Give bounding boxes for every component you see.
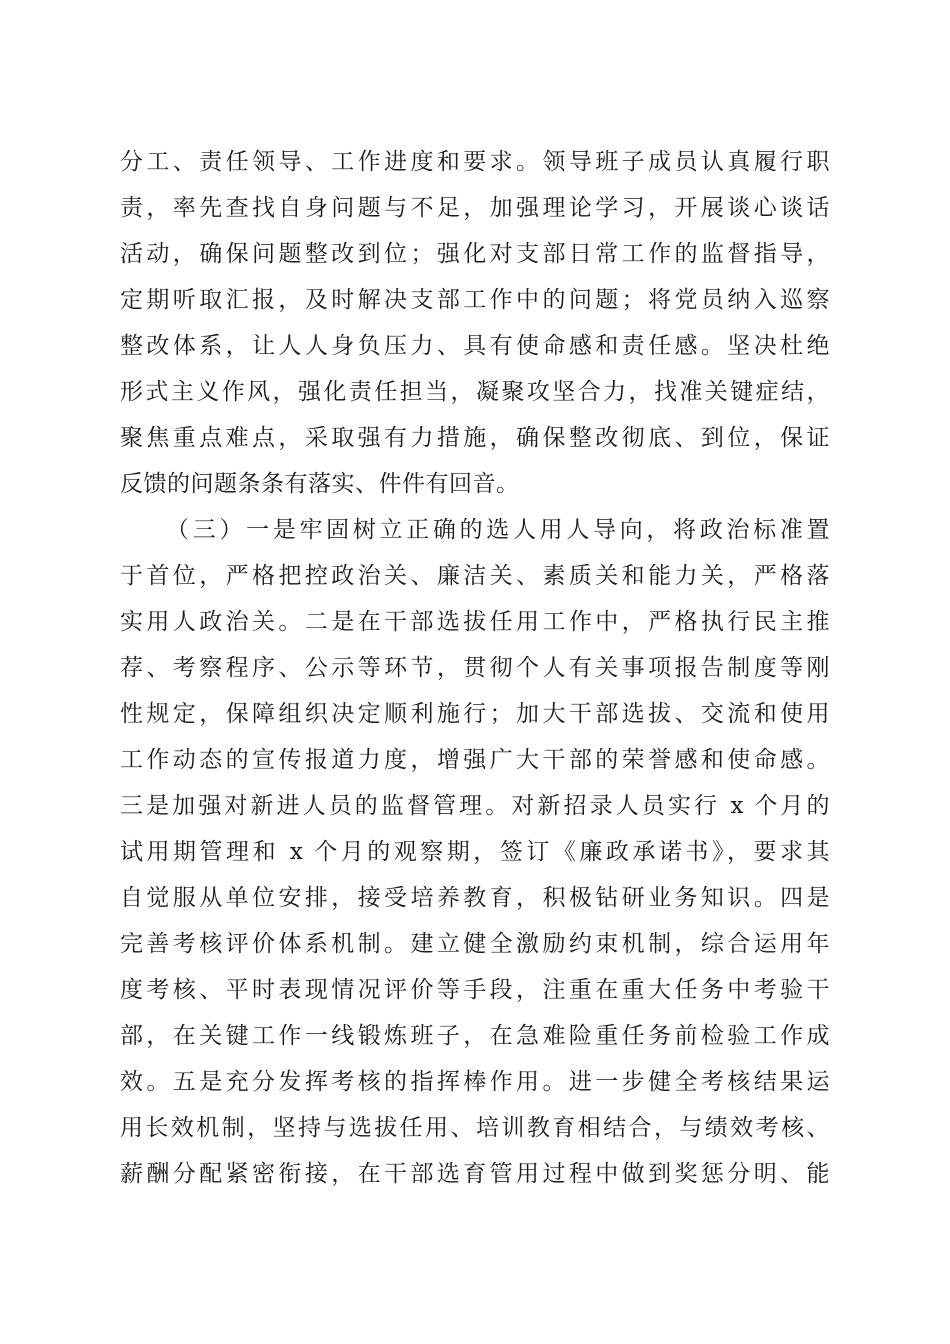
text-line-17: 自觉服从单位安排，接受培养教育，积极钻研业务知识。四是 [120, 885, 830, 911]
text-line-7: 聚焦重点难点，采取强有力措施，确保整改彻底、到位，保证 [120, 425, 830, 451]
text-line-21: 效。五是充分发挥考核的指挥棒作用。进一步健全考核结果运 [120, 1069, 830, 1095]
text-line-3: 活动，确保问题整改到位；强化对支部日常工作的监督指导， [120, 241, 830, 267]
text-line-1: 分工、责任领导、工作进度和要求。领导班子成员认真履行职 [120, 149, 830, 175]
text-line-8: 反馈的问题条条有落实、件件有回音。 [120, 471, 520, 497]
text-line-12: 荐、考察程序、公示等环节，贯彻个人有关事项报告制度等刚 [120, 655, 830, 681]
text-line-2: 责，率先查找自身问题与不足，加强理论学习，开展谈心谈话 [120, 195, 830, 221]
text-line-15: 三是加强对新进人员的监督管理。对新招录人员实行 x 个月的 [120, 793, 830, 819]
text-line-22: 用长效机制，坚持与选拔任用、培训教育相结合，与绩效考核、 [120, 1115, 830, 1141]
text-line-20: 部，在关键工作一线锻炼班子，在急难险重任务前检验工作成 [120, 1023, 830, 1049]
text-line-18: 完善考核评价体系机制。建立健全激励约束机制，综合运用年 [120, 931, 830, 957]
text-line-19: 度考核、平时表现情况评价等手段，注重在重大任务中考验干 [120, 977, 830, 1003]
text-line-13: 性规定，保障组织决定顺利施行；加大干部选拔、交流和使用 [120, 701, 830, 727]
section-heading-line: （三）一是牢固树立正确的选人用人导向，将政治标准置 [166, 517, 830, 543]
text-line-6: 形式主义作风，强化责任担当，凝聚攻坚合力，找准关键症结， [120, 379, 830, 405]
text-line-4: 定期听取汇报，及时解决支部工作中的问题；将党员纳入巡察 [120, 287, 830, 313]
text-line-5: 整改体系，让人人身负压力、具有使命感和责任感。坚决杜绝 [120, 333, 830, 359]
text-line-23: 薪酬分配紧密衔接，在干部选育管用过程中做到奖惩分明、能 [120, 1161, 830, 1187]
text-line-16: 试用期管理和 x 个月的观察期，签订《廉政承诺书》，要求其 [120, 839, 830, 865]
text-line-14: 工作动态的宣传报道力度，增强广大干部的荣誉感和使命感。 [120, 747, 830, 773]
text-line-11: 实用人政治关。二是在干部选拔任用工作中，严格执行民主推 [120, 609, 830, 635]
text-line-10: 于首位，严格把控政治关、廉洁关、素质关和能力关，严格落 [120, 563, 830, 589]
